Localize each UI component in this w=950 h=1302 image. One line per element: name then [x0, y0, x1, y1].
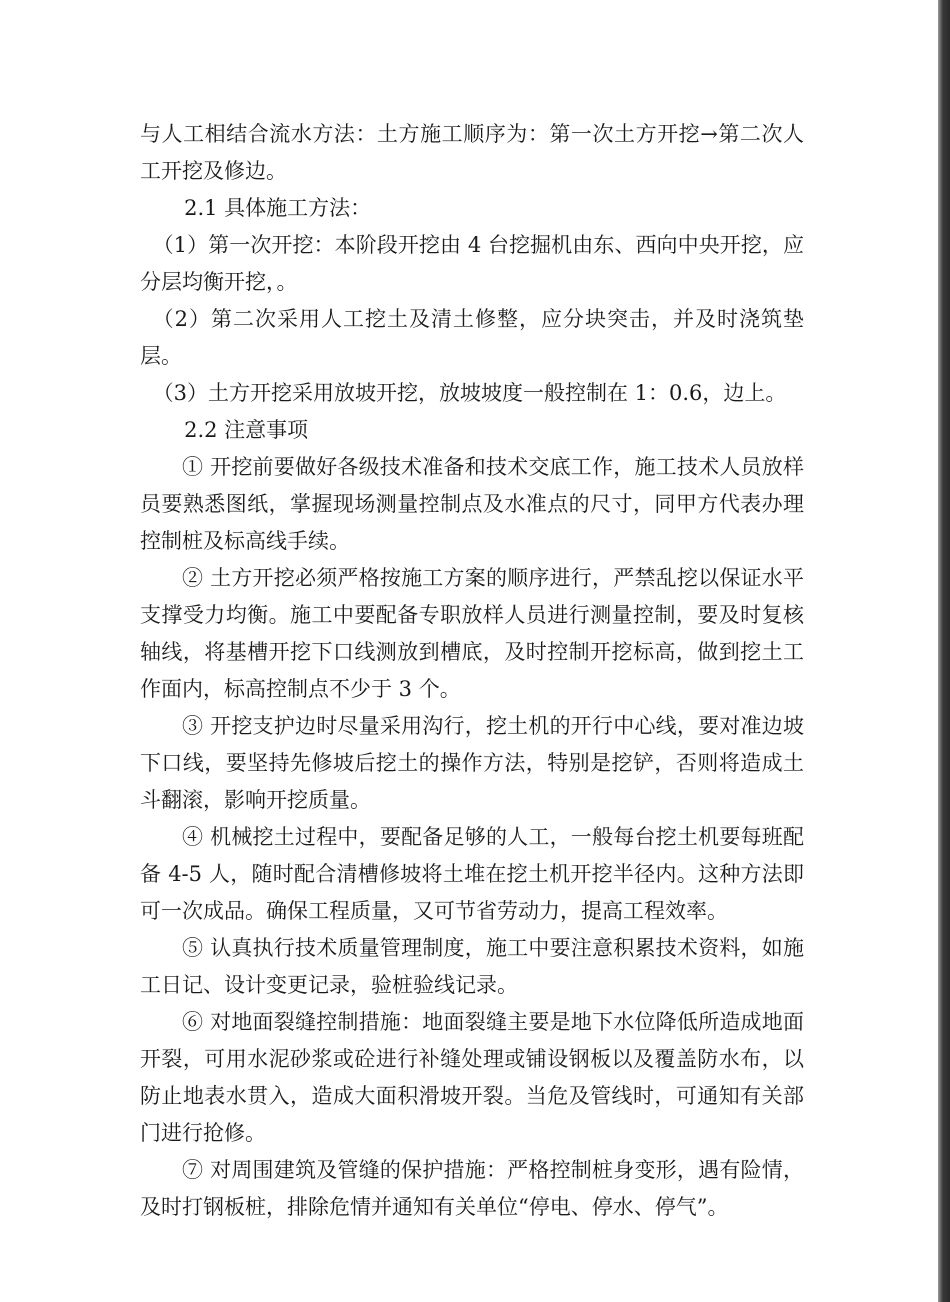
paragraph-note-2: ② 土方开挖必须严格按施工方案的顺序进行，严禁乱挖以保证水平支撑受力均衡。施工中要配备专职放样人员进行测量控制，要及时复核轴线，将基槽开挖下口线测放到槽底，及时控制开挖标高，做到挖土工作面内，标高控制点不少于 3 个。 — [140, 566, 804, 701]
paragraph-note-6: ⑥ 对地面裂缝控制措施：地面裂缝主要是地下水位降低所造成地面开裂，可用水泥砂浆或砼进行补缝处理或铺设钢板以及覆盖防水布，以防止地表水贯入，造成大面积滑坡开裂。当危及管线时，可通知有关部门进行抢修。 — [140, 1010, 804, 1145]
paragraph-note-5: ⑤ 认真执行技术质量管理制度，施工中要注意积累技术资料，如施工日记、设计变更记录，验桩验线记录。 — [140, 936, 804, 997]
section-heading-2-2: 2.2 注意事项 — [184, 418, 309, 442]
paragraph-step-3: （3）土方开挖采用放坡开挖，放坡坡度一般控制在 1：0.6，边上。 — [152, 381, 787, 405]
paragraph-step-2: （2）第二次采用人工挖土及清土修整，应分块突击，并及时浇筑垫层。 — [140, 307, 804, 368]
document-body — [140, 116, 804, 1226]
paragraph-note-4: ④ 机械挖土过程中，要配备足够的人工，一般每台挖土机要每班配备 4-5 人，随时配合清槽修坡将土堆在挖土机开挖半径内。这种方法即可一次成品。确保工程质量，又可节省劳动力，提高工程效率。 — [140, 825, 804, 923]
paragraph-note-3: ③ 开挖支护边时尽量采用沟行，挖土机的开行中心线，要对准边坡下口线，要坚持先修坡后挖土的操作方法，特别是挖铲，否则将造成土斗翻滚，影响开挖质量。 — [140, 714, 804, 812]
paragraph-intro: 与人工相结合流水方法：土方施工顺序为：第一次土方开挖→第二次人工开挖及修边。 — [140, 122, 804, 183]
paragraph-step-1: （1）第一次开挖：本阶段开挖由 4 台挖掘机由东、西向中央开挖，应分层均衡开挖，。 — [140, 233, 804, 294]
paragraph-note-1: ① 开挖前要做好各级技术准备和技术交底工作，施工技术人员放样员要熟悉图纸，掌握现场测量控制点及水准点的尺寸，同甲方代表办理控制桩及标高线手续。 — [140, 455, 804, 553]
section-heading-2-1: 2.1 具体施工方法： — [184, 196, 372, 220]
page-edge-shadow — [938, 0, 950, 1302]
paragraph-note-7: ⑦ 对周围建筑及管缝的保护措施：严格控制桩身变形，遇有险情，及时打钢板桩，排除危情并通知有关单位“停电、停水、停气”。 — [140, 1158, 804, 1219]
